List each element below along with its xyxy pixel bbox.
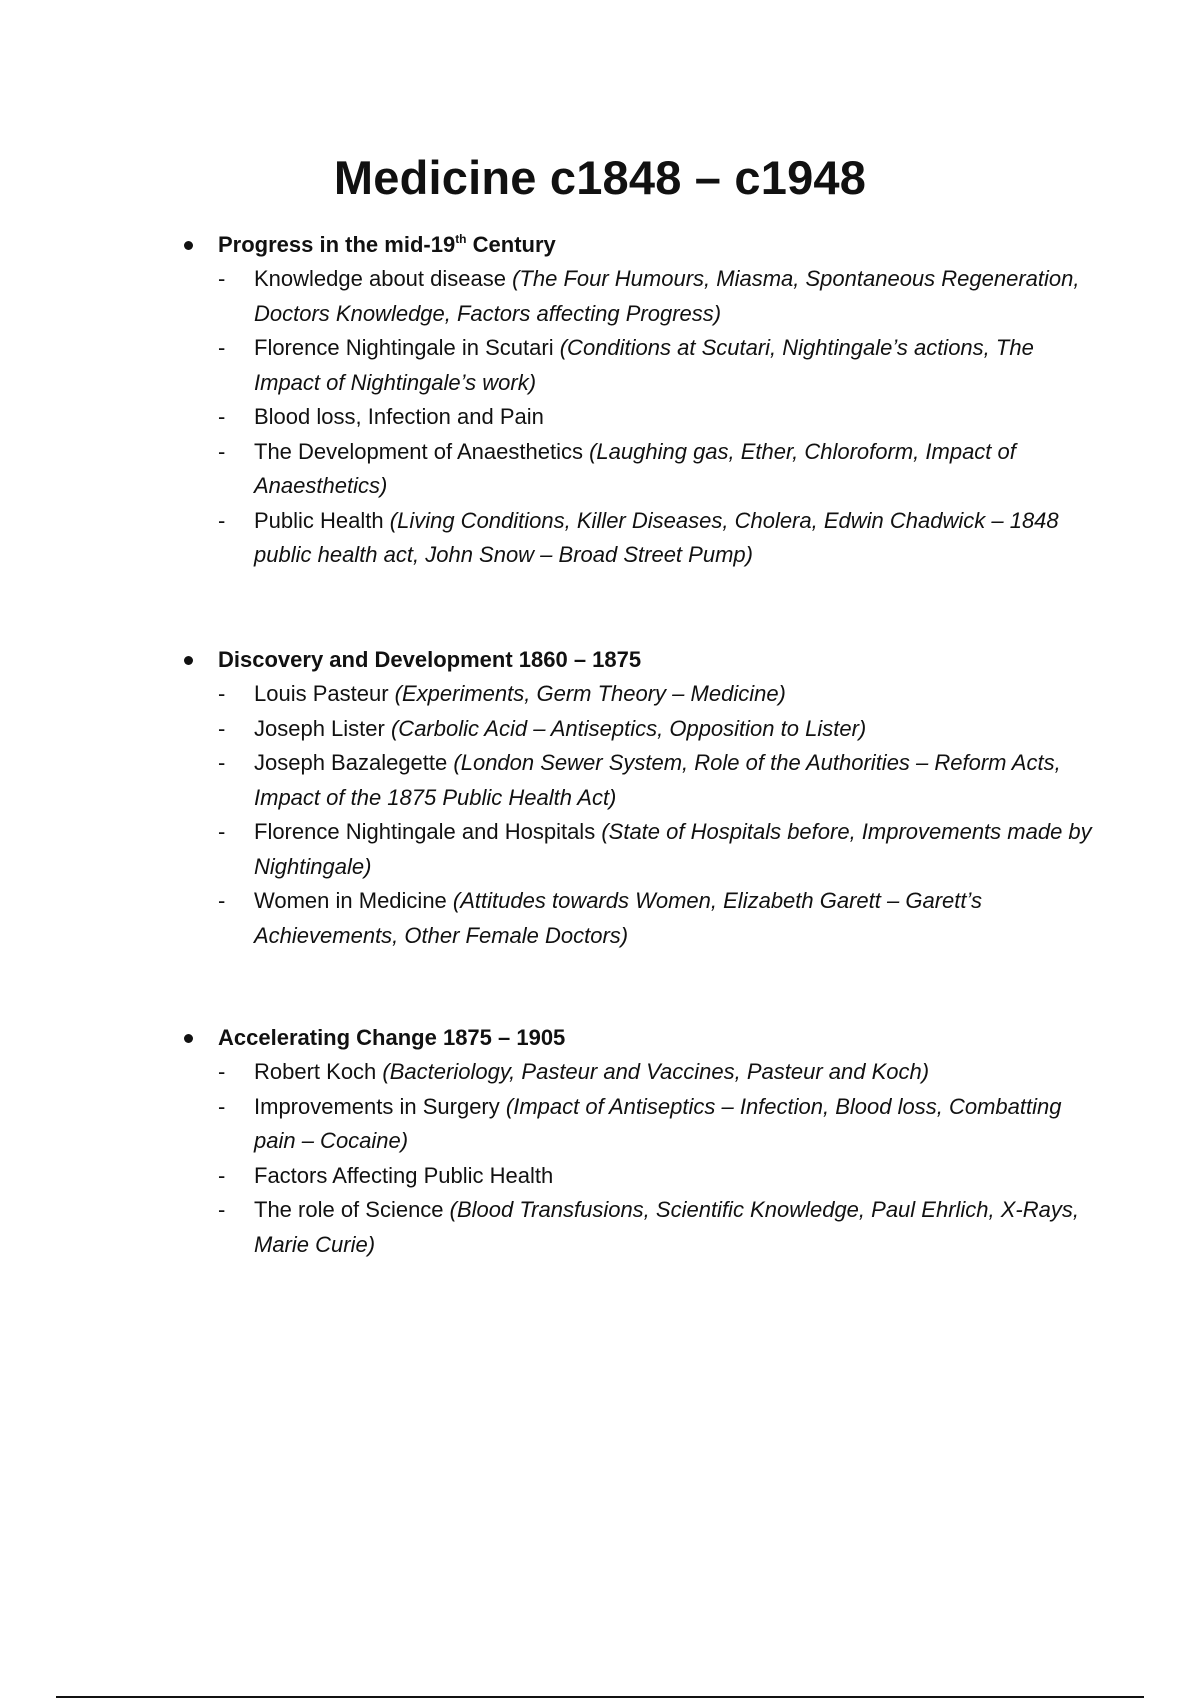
dash-marker: -: [218, 266, 226, 291]
topic-text: Florence Nightingale and Hospitals: [254, 819, 596, 844]
dash-marker: -: [218, 750, 226, 775]
list-item: [180, 712, 1100, 747]
section-discovery-and-development: [180, 643, 1100, 953]
topic-list: [180, 1055, 1100, 1262]
list-item: [180, 400, 1100, 435]
topic-text: Florence Nightingale in Scutari: [254, 335, 554, 360]
list-item: [180, 677, 1100, 712]
list-item: [180, 746, 1100, 815]
topic-detail: (Conditions at Scutari, Nightingale’s actions, The Impact of Nightingale’s work): [254, 335, 1034, 395]
topic-list: [180, 677, 1100, 953]
section-title: [218, 228, 556, 262]
dash-marker: -: [218, 335, 226, 360]
topic-detail: (State of Hospitals before, Improvements made by Nightingale): [254, 819, 1092, 879]
list-item: [180, 1193, 1100, 1262]
dash-marker: -: [218, 681, 226, 706]
topic-detail: (The Four Humours, Miasma, Spontaneous Regeneration, Doctors Knowledge, Factors affecting Progress): [254, 266, 1080, 326]
section-title: [218, 643, 641, 677]
topic-detail: (Impact of Antiseptics – Infection, Blood loss, Combatting pain – Cocaine): [254, 1093, 1062, 1153]
section-heading: [180, 1021, 1100, 1055]
list-item: [180, 1055, 1100, 1090]
section-progress-mid-19th-century: [180, 228, 1100, 573]
section-title: [218, 1021, 565, 1055]
bullet-icon: [184, 241, 193, 250]
dash-marker: -: [218, 715, 226, 741]
section-heading: [180, 643, 1100, 677]
topic-detail: (London Sewer System, Role of the Authorities – Reform Acts, Impact of the 1875 Public Health Act): [254, 750, 1061, 810]
topic-detail: (Laughing gas, Ether, Chloroform, Impact of Anaesthetics): [254, 438, 1016, 498]
topic-text: Women in Medicine: [254, 888, 447, 913]
dash-marker: -: [218, 1197, 226, 1222]
topic-detail: (Experiments, Germ Theory – Medicine): [394, 681, 786, 706]
topic-text: Factors Affecting Public Health: [254, 1162, 554, 1188]
list-item: [180, 262, 1100, 331]
topic-text: Robert Koch: [254, 1059, 377, 1084]
dash-marker: -: [218, 1093, 226, 1119]
list-item: [180, 435, 1100, 504]
topic-detail: (Living Conditions, Killer Diseases, Cholera, Edwin Chadwick – 1848 public health act, John Snow – Broad Street Pump): [254, 507, 1059, 567]
topic-detail: (Carbolic Acid – Antiseptics, Opposition to Lister): [390, 715, 867, 741]
list-item: [180, 1090, 1100, 1159]
section-title-text: Discovery and Development 1860 – 1875: [218, 647, 642, 672]
dash-marker: -: [218, 1059, 226, 1084]
list-item: [180, 815, 1100, 884]
dash-marker: -: [218, 507, 226, 533]
page-title: Medicine c1848 – c1948: [333, 151, 867, 204]
list-item: [180, 1159, 1100, 1194]
topic-detail: (Attitudes towards Women, Elizabeth Garett – Garett’s Achievements, Other Female Doctors): [254, 888, 982, 948]
dash-marker: -: [218, 438, 226, 464]
topic-detail: (Blood Transfusions, Scientific Knowledge, Paul Ehrlich, X-Rays, Marie Curie): [254, 1197, 1079, 1257]
section-title-suffix: Century: [466, 232, 556, 257]
topic-text: The Development of Anaesthetics: [254, 438, 583, 464]
list-item: [180, 331, 1100, 400]
topic-text: Blood loss, Infection and Pain: [254, 404, 544, 429]
topic-text: Improvements in Surgery: [254, 1093, 500, 1119]
topic-text: Knowledge about disease: [254, 266, 506, 291]
topic-text: Joseph Bazalegette: [254, 750, 448, 775]
dash-marker: -: [218, 1162, 226, 1188]
footer-divider: [56, 1696, 1144, 1698]
dash-marker: -: [218, 404, 226, 429]
topic-text: Louis Pasteur: [254, 681, 389, 706]
topic-list: [180, 262, 1100, 573]
list-item: [180, 504, 1100, 573]
topic-text: Joseph Lister: [254, 715, 385, 741]
section-title-text: Progress in the mid-19: [218, 232, 456, 257]
section-title-text: Accelerating Change 1875 – 1905: [218, 1025, 566, 1050]
dash-marker: -: [218, 819, 226, 844]
list-item: [180, 884, 1100, 953]
section-accelerating-change: [180, 1021, 1100, 1262]
section-heading: [180, 228, 1100, 262]
topic-text: The role of Science: [254, 1197, 444, 1222]
topic-detail: (Bacteriology, Pasteur and Vaccines, Pasteur and Koch): [382, 1059, 930, 1084]
bullet-icon: [184, 1034, 193, 1043]
topic-text: Public Health: [254, 507, 384, 533]
bullet-icon: [184, 656, 193, 665]
section-title-superscript: th: [455, 232, 467, 246]
dash-marker: -: [218, 888, 226, 913]
